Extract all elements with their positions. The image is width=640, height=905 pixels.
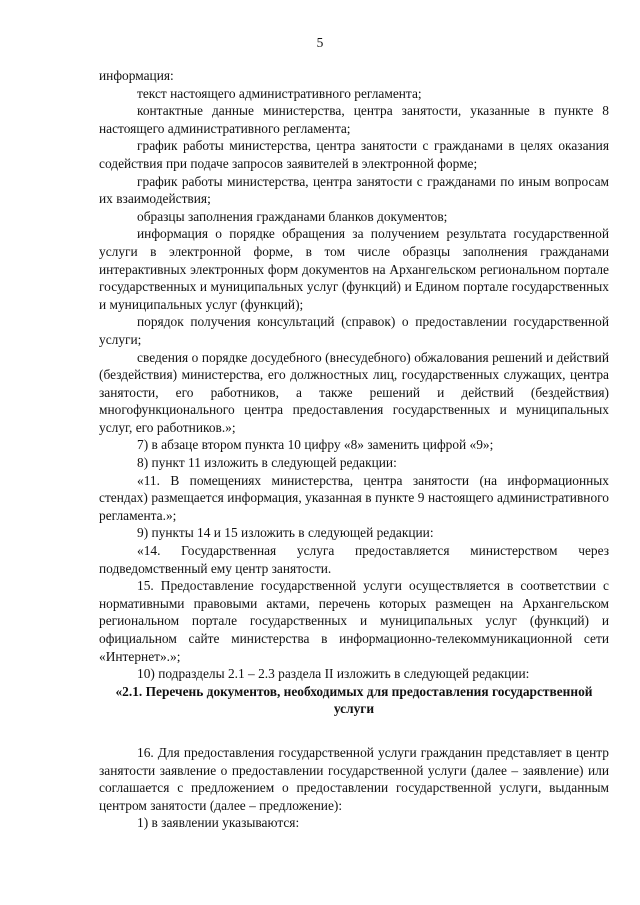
page-number: 5 (316, 35, 324, 50)
spacer (99, 718, 609, 744)
paragraph: 16. Для предоставления государственной услуги гражданин представляет в центр занятости заявление о предоставлении государственной услуги (далее – заявление) или соглашается с предложением о предоставлении государственной услуги, выданным центром занятости (далее – предложение): (99, 744, 609, 813)
paragraph: 10) подразделы 2.1 – 2.3 раздела II изложить в следующей редакции: (137, 666, 530, 682)
paragraph: 15. Предоставление государственной услуги осуществляется в соответствии с нормативными правовыми актами, перечень которых размещен на Архангельском региональном портале государственных и муниципальных услуг (функций) и официальном сайте министерства в информационно-телекоммуникационной сети «Интернет».»; (99, 578, 609, 664)
document-body (99, 67, 609, 832)
paragraph: информация: (99, 68, 174, 83)
paragraph: порядок получения консультаций (справок) о предоставлении государственной услуги; (99, 314, 609, 347)
paragraph: 1) в заявлении указываются: (137, 815, 300, 831)
paragraph: образцы заполнения гражданами бланков документов; (137, 208, 448, 224)
paragraph: «14. Государственная услуга предоставляется министерством через подведомственный ему центр занятости. (99, 543, 609, 576)
paragraph: «11. В помещениях министерства, центра занятости (на информационных стендах) размещается информация, указанная в пункте 9 настоящего административного регламента.»; (99, 472, 609, 523)
paragraph: текст настоящего административного регламента; (137, 85, 422, 101)
section-heading: «2.1. Перечень документов, необходимых для предоставления государственной услуги (115, 683, 593, 717)
paragraph: график работы министерства, центра занятости с гражданами по иным вопросам их взаимодействия; (99, 173, 609, 207)
paragraph: 8) пункт 11 изложить в следующей редакции: (137, 455, 397, 471)
paragraph: график работы министерства, центра занятости с гражданами в целях оказания содействия при подаче запросов заявителей в электронной форме; (99, 138, 609, 171)
paragraph: контактные данные министерства, центра занятости, указанные в пункте 8 настоящего административного регламента; (99, 103, 609, 136)
paragraph: сведения о порядке досудебного (внесудебного) обжалования решений и действий (бездействия) министерства, его должностных лиц, государственных служащих, центра занятости, его работников, а также решений и действий (бездействия) многофункционального центра предоставления государственных и муниципальных услуг, его работников.»; (99, 349, 609, 435)
paragraph: 9) пункты 14 и 15 изложить в следующей редакции: (137, 525, 434, 541)
paragraph: информация о порядке обращения за получением результата государственной услуги в электронной форме, в том числе образцы заполнения гражданами интерактивных электронных форм документов на Архангельском региональном портале государственных и муниципальных услуг (функций) и Едином портале государственных и муниципальных услуг (функций); (99, 226, 609, 312)
paragraph: 7) в абзаце втором пункта 10 цифру «8» заменить цифрой «9»; (137, 437, 494, 453)
